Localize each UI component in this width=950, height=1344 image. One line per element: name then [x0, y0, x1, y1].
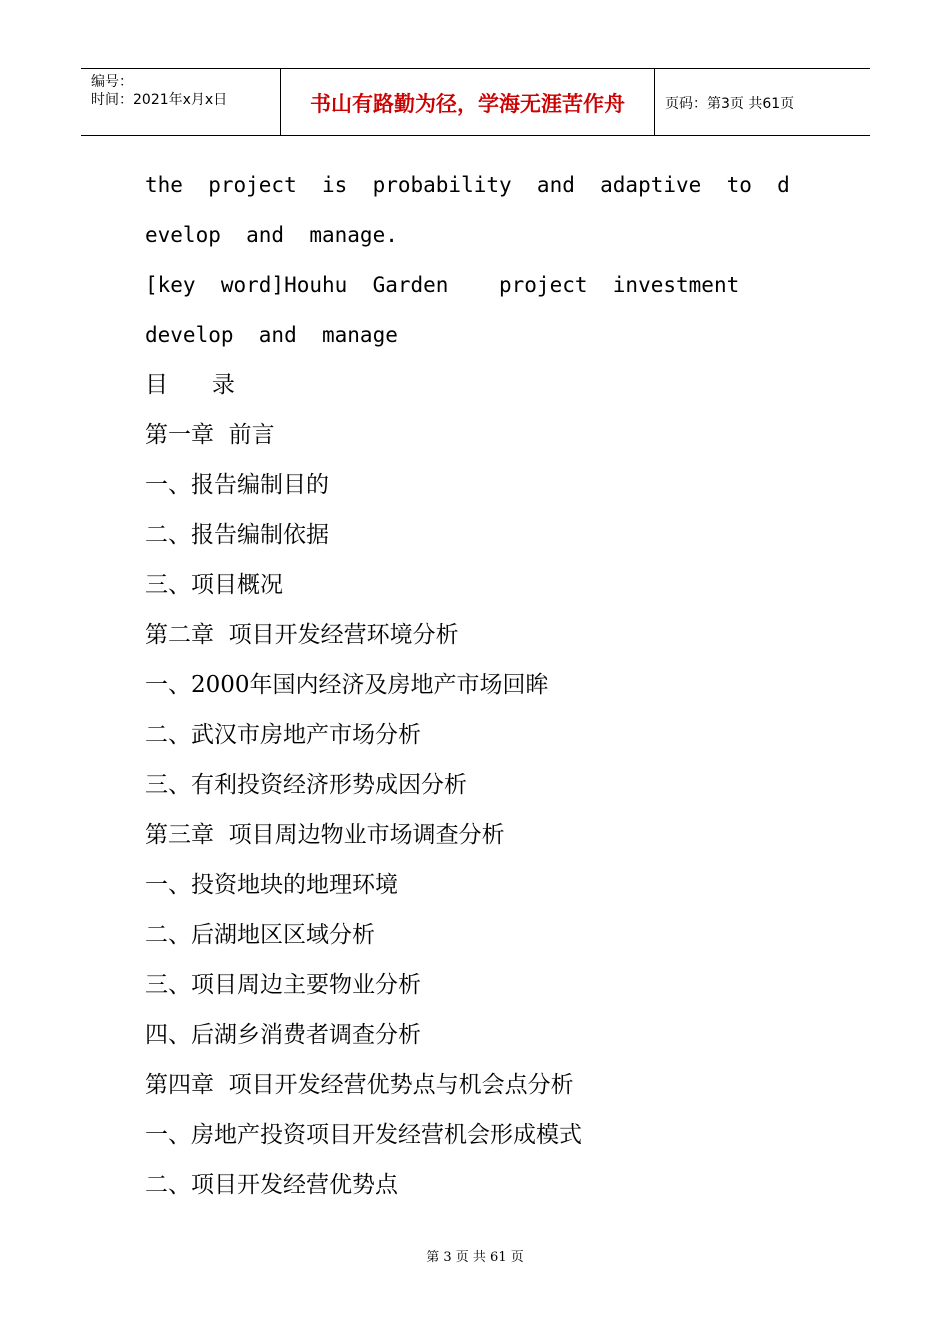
- toc-chapter: 第四章 项目开发经营优势点与机会点分析: [145, 1072, 574, 1098]
- toc-item: 二、武汉市房地产市场分析: [145, 722, 421, 748]
- toc-title: 目 录: [145, 372, 235, 398]
- toc-chapter: 第三章 项目周边物业市场调查分析: [145, 822, 505, 848]
- toc-item: 一、2000年国内经济及房地产市场回眸: [145, 672, 549, 698]
- document-body: [145, 160, 805, 1210]
- toc-item: 一、投资地块的地理环境: [145, 872, 398, 898]
- toc-item: 三、有利投资经济形势成因分析: [145, 772, 467, 798]
- abstract-line: the project is probability and adaptive to d: [145, 173, 790, 197]
- toc-item: 二、报告编制依据: [145, 522, 329, 548]
- toc-chapter: 第二章 项目开发经营环境分析: [145, 622, 459, 648]
- toc-item: 二、项目开发经营优势点: [145, 1172, 398, 1198]
- header-meta: [81, 69, 281, 135]
- keywords-line: develop and manage: [145, 323, 398, 347]
- header-page-info: 页码：第3页 共61页: [665, 96, 795, 112]
- toc-item: 三、项目周边主要物业分析: [145, 972, 421, 998]
- toc-item: 二、后湖地区区域分析: [145, 922, 375, 948]
- time-label: 时间：2021年x月x日: [91, 92, 228, 108]
- header-motto: 书山有路勤为径，学海无涯苦作舟: [281, 69, 655, 135]
- toc-item: 四、后湖乡消费者调查分析: [145, 1022, 421, 1048]
- abstract-line: evelop and manage.: [145, 223, 398, 247]
- toc-chapter: 第一章 前言: [145, 422, 275, 448]
- document-header: [81, 68, 870, 136]
- toc-item: 一、报告编制目的: [145, 472, 329, 498]
- toc-item: 一、房地产投资项目开发经营机会形成模式: [145, 1122, 582, 1148]
- toc-item: 三、项目概况: [145, 572, 283, 598]
- keywords-line: [key word]Houhu Garden project investment: [145, 273, 740, 297]
- code-label: 编号：: [91, 74, 133, 90]
- page-footer: 第 3 页 共 61 页: [426, 1250, 524, 1265]
